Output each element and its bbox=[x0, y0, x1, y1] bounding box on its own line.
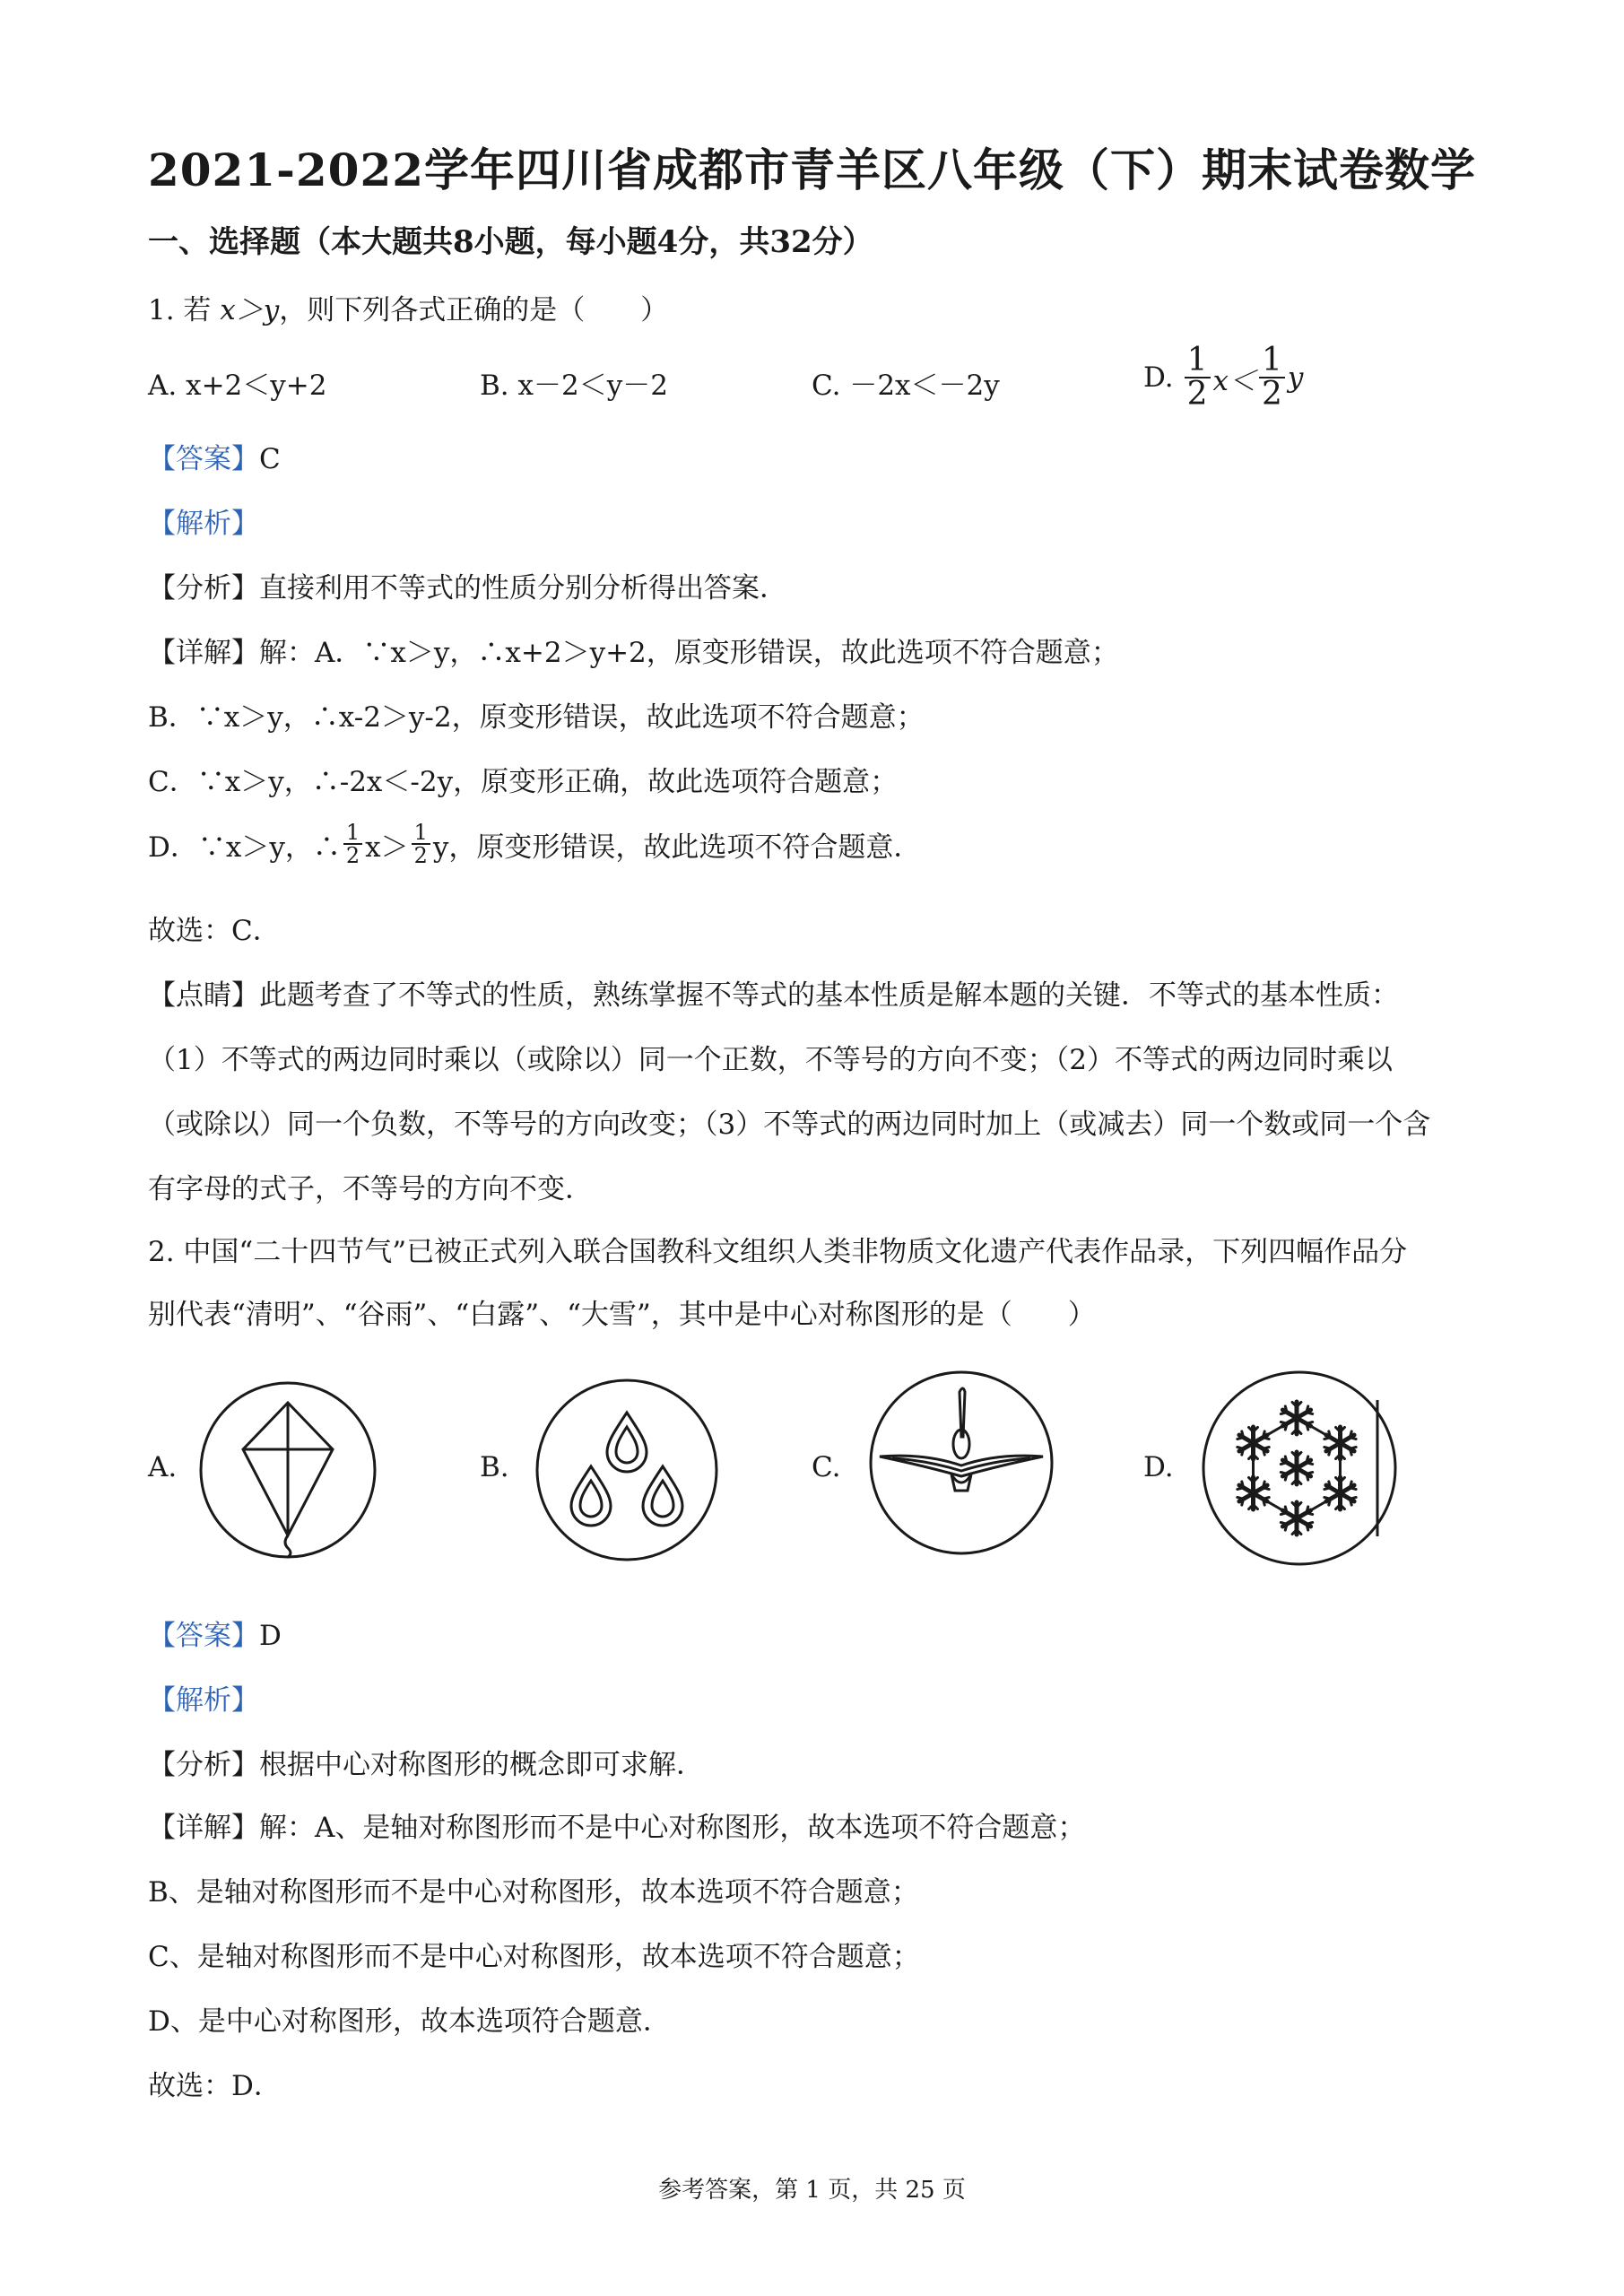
detail-d-fraction-2 bbox=[412, 822, 430, 866]
answer-value: C bbox=[259, 443, 281, 475]
q1-stem-prefix: 1. 若 bbox=[148, 294, 221, 326]
q1-detail-a bbox=[148, 630, 1119, 670]
fraction-denominator: 2 bbox=[345, 843, 360, 868]
q1-option-d-y: y bbox=[1287, 361, 1304, 394]
q2-choice: 故选：D． bbox=[148, 2070, 282, 2102]
q1-note-1 bbox=[148, 972, 1399, 1013]
q1-analysis-tag: 【解析】 bbox=[148, 508, 259, 540]
q1-analysis bbox=[148, 565, 787, 605]
q2-answer bbox=[148, 1613, 282, 1653]
snowflake-figure bbox=[1198, 1367, 1401, 1570]
detail-text: 解：A．∵x＞y，∴x+2＞y+2，原变形错误，故此选项不符合题意； bbox=[259, 637, 1119, 669]
q2-figure-label-b: B. bbox=[480, 1451, 509, 1483]
answer-value: D bbox=[259, 1620, 282, 1652]
page-title: 2021-2022学年四川省成都市青羊区八年级（下）期末试卷数学 bbox=[147, 144, 1477, 196]
fraction-denominator: 2 bbox=[1262, 376, 1282, 413]
q1-choice: 故选：C． bbox=[148, 915, 281, 947]
detail-d-fraction-1 bbox=[343, 822, 362, 866]
q1-note-4: 有字母的式子，不等号的方向不变． bbox=[148, 1173, 593, 1205]
fraction-numerator: 1 bbox=[343, 822, 362, 845]
q1-option-c: C. －2x＜－2y bbox=[812, 370, 1000, 402]
q1-detail-b: B．∵x＞y，∴x-2＞y-2，原变形错误，故此选项不符合题意； bbox=[148, 701, 925, 734]
detail-head: 【详解】 bbox=[148, 637, 259, 669]
note-head: 【点睛】 bbox=[148, 979, 259, 1012]
snowflake-icon bbox=[1238, 1402, 1356, 1535]
q2-stem-1: 2. 中国“二十四节气”已被正式列入联合国教科文组织人类非物质文化遗产代表作品录，下列四幅作品分 bbox=[148, 1236, 1408, 1268]
detail-d-suffix: y，原变形错误，故此选项不符合题意． bbox=[432, 831, 922, 864]
answer-tag: 【答案】 bbox=[148, 1620, 259, 1652]
q1-option-a: A. x+2＜y+2 bbox=[148, 370, 327, 402]
q2-detail-c: C、是轴对称图形而不是中心对称图形，故本选项不符合题意； bbox=[148, 1941, 920, 1973]
analysis-head: 【分析】 bbox=[148, 572, 259, 604]
q1-option-d-fraction-1 bbox=[1185, 344, 1211, 411]
detail-d-mid: x＞ bbox=[365, 831, 409, 864]
q1-option-d-fraction-2 bbox=[1259, 344, 1285, 411]
analysis-head: 【分析】 bbox=[148, 1749, 259, 1781]
q2-detail-a bbox=[148, 1805, 1085, 1845]
fraction-denominator: 2 bbox=[413, 843, 428, 868]
q1-stem-suffix: ，则下列各式正确的是（ ） bbox=[279, 294, 669, 326]
q1-option-d-x: x＜ bbox=[1212, 364, 1256, 397]
note-text: 此题考查了不等式的性质，熟练掌握不等式的基本性质是解本题的关键．不等式的基本性质： bbox=[259, 979, 1399, 1012]
q1-stem bbox=[148, 287, 668, 327]
answer-tag: 【答案】 bbox=[148, 443, 259, 475]
q2-figure-label-a: A. bbox=[148, 1451, 178, 1483]
q2-analysis bbox=[148, 1742, 704, 1782]
bird-figure bbox=[865, 1367, 1057, 1559]
detail-head: 【详解】 bbox=[148, 1812, 259, 1844]
analysis-text: 根据中心对称图形的概念即可求解． bbox=[259, 1749, 704, 1781]
q1-stem-cond: x＞y bbox=[220, 294, 280, 326]
q2-detail-b: B、是轴对称图形而不是中心对称图形，故本选项不符合题意； bbox=[148, 1876, 919, 1909]
q2-stem-2: 别代表“清明”、“谷雨”、“白露”、“大雪”，其中是中心对称图形的是（ ） bbox=[148, 1299, 1096, 1331]
q2-analysis-tag: 【解析】 bbox=[148, 1684, 259, 1717]
fraction-denominator: 2 bbox=[1186, 376, 1208, 413]
q1-option-b: B. x－2＜y－2 bbox=[480, 370, 668, 402]
detail-d-prefix: D．∵x＞y，∴ bbox=[148, 831, 341, 864]
q1-note-3: （或除以）同一个负数，不等号的方向改变；（3）不等式的两边同时加上（或减去）同一个数或同一个含 bbox=[148, 1109, 1431, 1141]
analysis-text: 直接利用不等式的性质分别分析得出答案． bbox=[259, 572, 787, 604]
q1-option-d bbox=[1143, 344, 1303, 411]
raindrops-figure bbox=[532, 1375, 722, 1565]
q2-figure-label-c: C. bbox=[812, 1451, 841, 1483]
q2-figure-label-d: D. bbox=[1143, 1451, 1174, 1483]
page-footer: 参考答案，第 1 页，共 25 页 bbox=[658, 2177, 966, 2204]
q1-detail-d bbox=[148, 822, 921, 866]
detail-text: 解：A、是轴对称图形而不是中心对称图形，故本选项不符合题意； bbox=[259, 1812, 1086, 1844]
fraction-numerator: 1 bbox=[1259, 344, 1285, 378]
fraction-numerator: 1 bbox=[412, 822, 430, 845]
section-heading: 一、选择题（本大题共8小题，每小题4分，共32分） bbox=[148, 224, 873, 260]
q1-detail-c: C．∵x＞y，∴-2x＜-2y，原变形正确，故此选项符合题意； bbox=[148, 766, 899, 798]
q1-answer bbox=[148, 436, 281, 476]
q2-detail-d: D、是中心对称图形，故本选项符合题意． bbox=[148, 2005, 671, 2038]
fraction-numerator: 1 bbox=[1185, 344, 1211, 378]
q1-option-d-label: D. bbox=[1143, 361, 1174, 394]
q1-note-2: （1）不等式的两边同时乘以（或除以）同一个正数，不等号的方向不变；（2）不等式的两边同时乘以 bbox=[148, 1044, 1393, 1076]
kite-figure bbox=[195, 1378, 380, 1562]
